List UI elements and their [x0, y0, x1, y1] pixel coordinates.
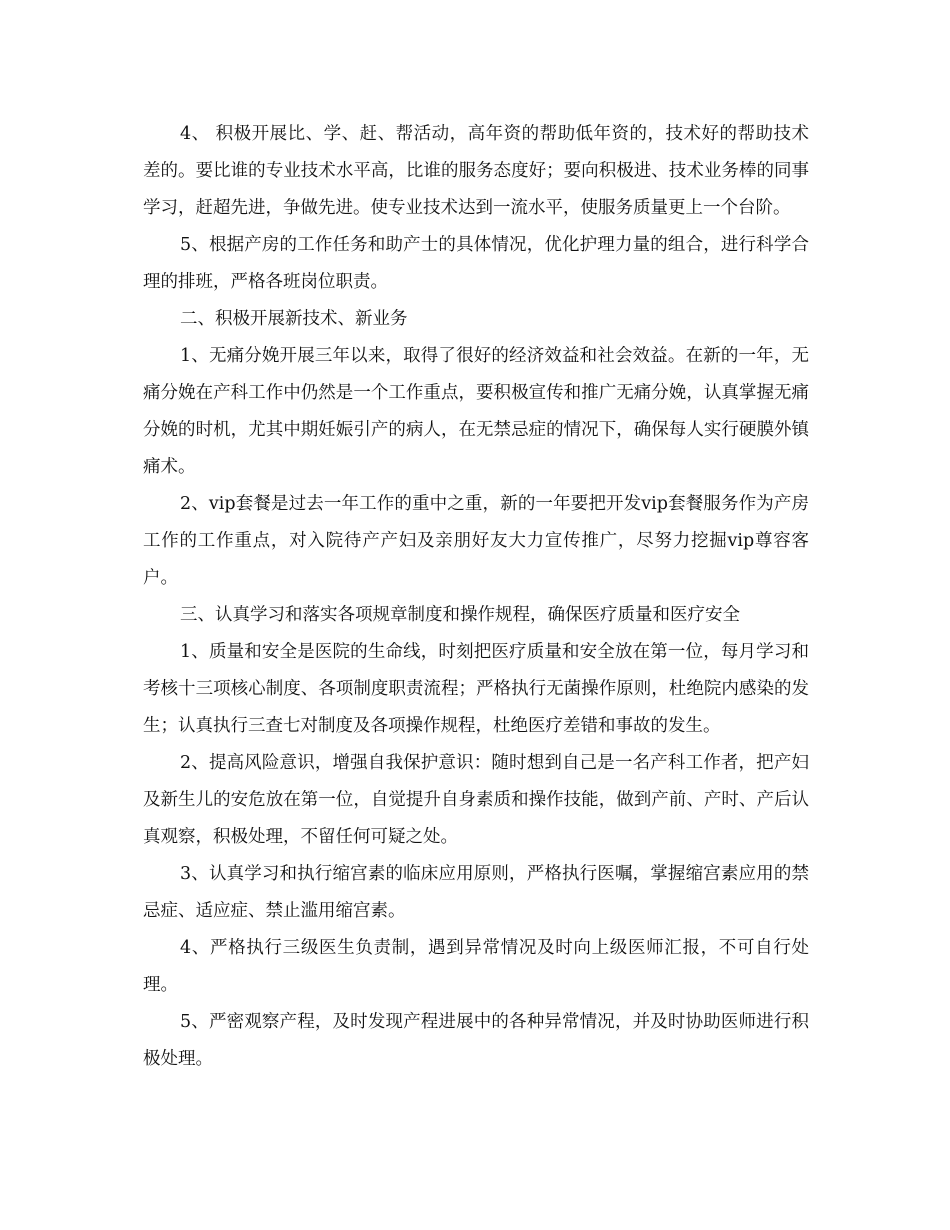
- paragraph-peer-learning: 4、 积极开展比、学、赶、帮活动，高年资的帮助低年资的，技术好的帮助技术差的。要比谁的专业技术水平高，比谁的服务态度好；要向积极进、技术业务棒的同事学习，赶超先进，争做先进。使专业技术达到一流水平，使服务质量更上一个台阶。: [143, 124, 809, 218]
- paragraph-quality-safety: 1、质量和安全是医院的生命线，时刻把医疗质量和安全放在第一位，每月学习和考核十三项核心制度、各项制度职责流程；严格执行无菌操作原则，杜绝院内感染的发生；认真执行三查七对制度及各项操作规程，杜绝医疗差错和事故的发生。: [143, 642, 809, 736]
- paragraph-vip-package: 2、vip套餐是过去一年工作的重中之重，新的一年要把开发vip套餐服务作为产房工作的工作重点，对入院待产产妇及亲朋好友大力宣传推广，尽努力挖掘vip尊容客户。: [143, 494, 809, 588]
- section-heading-rules-and-safety: 三、认真学习和落实各项规章制度和操作规程，确保医疗质量和医疗安全: [180, 605, 740, 625]
- paragraph-labor-observation: 5、严密观察产程，及时发现产程进展中的各种异常情况，并及时协助医师进行积极处理。: [143, 1012, 809, 1069]
- paragraph-oxytocin: 3、认真学习和执行缩宫素的临床应用原则，严格执行医嘱，掌握缩宫素应用的禁忌症、适应症、禁止滥用缩宫素。: [143, 864, 809, 921]
- paragraph-three-level-responsibility: 4、严格执行三级医生负责制，遇到异常情况及时向上级医师汇报，不可自行处理。: [143, 938, 809, 995]
- paragraph-painless-delivery: 1、无痛分娩开展三年以来，取得了很好的经济效益和社会效益。在新的一年，无痛分娩在产科工作中仍然是一个工作重点，要积极宣传和推广无痛分娩，认真掌握无痛分娩的时机，尤其中期妊娠引产的病人，在无禁忌症的情况下，确保每人实行硬膜外镇痛术。: [143, 346, 809, 477]
- document-body: [143, 116, 809, 1078]
- section-heading-new-technology: 二、积极开展新技术、新业务: [180, 309, 408, 329]
- paragraph-scheduling: 5、根据产房的工作任务和助产士的具体情况，优化护理力量的组合，进行科学合理的排班，严格各班岗位职责。: [143, 235, 809, 292]
- paragraph-risk-awareness: 2、提高风险意识，增强自我保护意识：随时想到自己是一名产科工作者，把产妇及新生儿的安危放在第一位，自觉提升自身素质和操作技能，做到产前、产时、产后认真观察，积极处理，不留任何可疑之处。: [143, 753, 809, 847]
